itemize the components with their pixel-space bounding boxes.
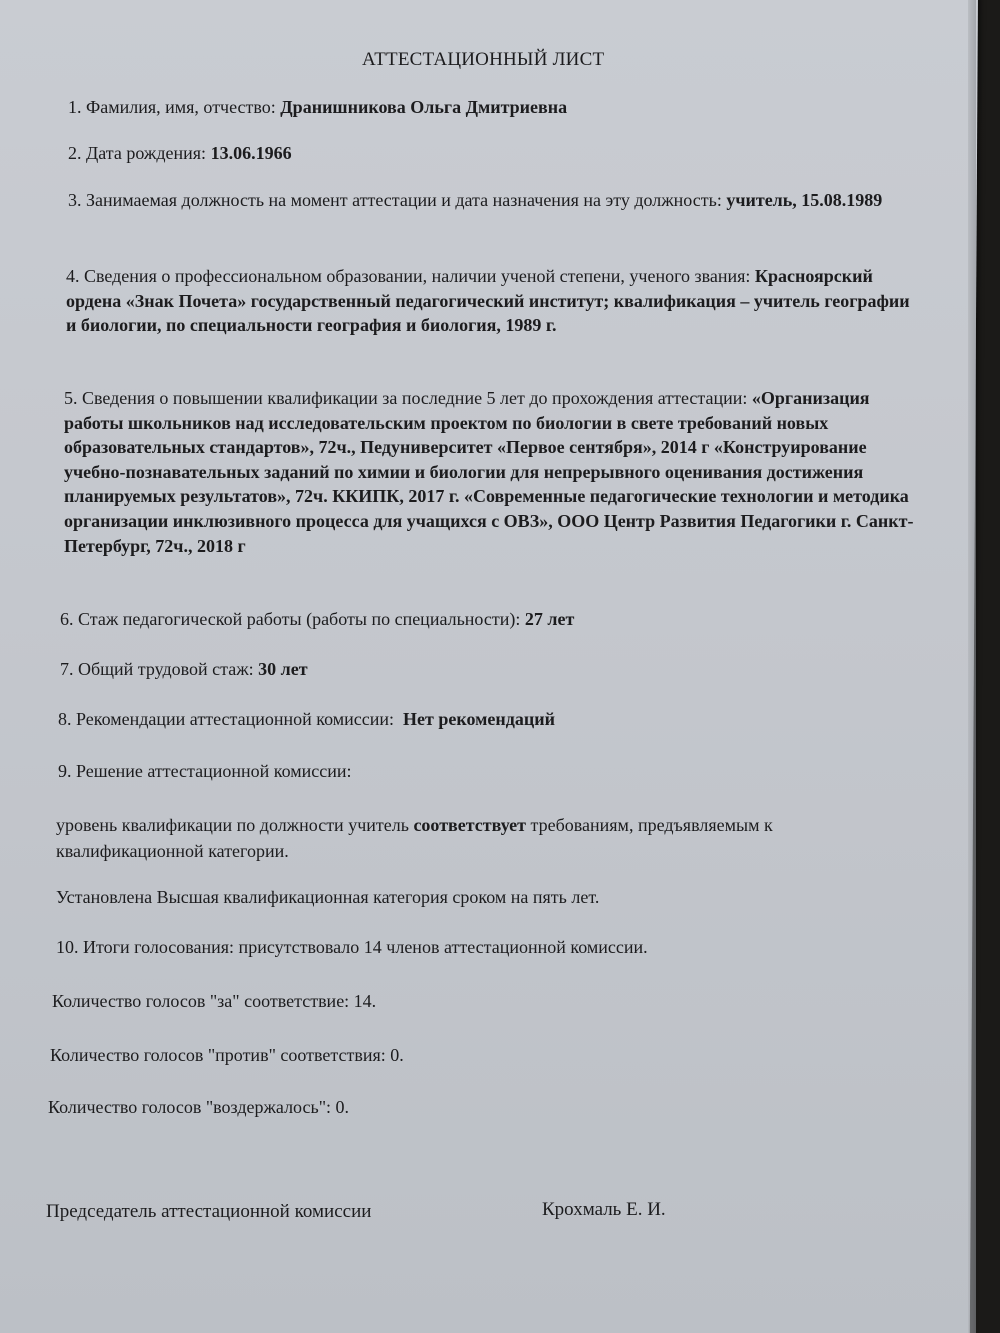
item-recommendations-value: Нет рекомендаций [403, 709, 555, 729]
item-position-label: 3. Занимаемая должность на момент аттестации и дата назначения на эту должность: [68, 190, 722, 210]
item-decision [58, 760, 938, 784]
item-education [66, 264, 914, 338]
item-recommendations-label: 8. Рекомендации аттестационной комиссии: [58, 709, 394, 729]
decision-text [56, 812, 916, 864]
item-total-experience-value: 30 лет [258, 659, 308, 679]
item-recommendations [58, 708, 938, 732]
item-position [68, 188, 918, 212]
item-total-experience-label: 7. Общий трудовой стаж: [60, 659, 254, 679]
item-position-value: учитель, 15.08.1989 [726, 190, 883, 210]
item-fio-value: Дранишникова Ольга Дмитриевна [280, 97, 568, 117]
item-training [64, 386, 924, 558]
signature-role: Председатель аттестационной комиссии [46, 1201, 372, 1222]
signature-name: Крохмаль Е. И. [542, 1199, 666, 1220]
item-training-value: «Организация работы школьников над исследовательским проектом по биологии в свете требований новых образовательных стандартов», 72ч., Педуниверситет «Первое сентября», 2014 г «Конструирование учебно-познавательных заданий по химии и биологии для непрерывного оценивания достижения планируемых результатов», 72ч. ККИПК, 2017 г. «Современные педагогические технологии и методика организации инклюзивного процесса для учащихся с ОВЗ», ООО Центр Развития Педагогики г. Санкт-Петербург, 72ч., 2018 г [64, 388, 914, 556]
item-education-value: Красноярский ордена «Знак Почета» государственный педагогический институт; квалификация – учитель географии и биологии, по специальности география и биология, 1989 г. [66, 266, 910, 335]
decision-text-part2: требованиям, предъявляемым к квалификационной категории. [56, 815, 773, 861]
item-training-label: 5. Сведения о повышении квалификации за последние 5 лет до прохождения аттестации: [64, 388, 748, 408]
voting-for: Количество голосов "за" соответствие: 14. [52, 991, 377, 1011]
item-ped-experience-value: 27 лет [524, 609, 575, 629]
voting-against: Количество голосов "против" соответствия: 0. [50, 1045, 404, 1065]
item-education-label: 4. Сведения о профессиональном образовании, наличии ученой степени, ученого звания: [66, 266, 751, 286]
item-fio [68, 96, 948, 120]
item-ped-experience-label: 6. Стаж педагогической работы (работы по специальности): [60, 609, 521, 629]
item-ped-experience [60, 608, 940, 632]
document-title: АТТЕСТАЦИОННЫЙ ЛИСТ [362, 49, 605, 70]
decision-text-bold: соответствует [413, 815, 527, 835]
item-fio-label: 1. Фамилия, имя, отчество: [68, 97, 276, 117]
item-decision-label: 9. Решение аттестационной комиссии: [58, 761, 352, 781]
decision-text-part1: уровень квалификации по должности учитель [56, 815, 409, 835]
item-total-experience [60, 658, 940, 682]
voting-summary: 10. Итоги голосования: присутствовало 14 членов аттестационной комиссии. [56, 937, 648, 957]
item-birth-label: 2. Дата рождения: [68, 143, 207, 163]
voting-abstained: Количество голосов "воздержалось": 0. [48, 1097, 350, 1117]
category-text: Установлена Высшая квалификационная категория сроком на пять лет. [56, 887, 600, 907]
item-birth-value: 13.06.1966 [210, 143, 292, 163]
item-birth [68, 142, 948, 166]
